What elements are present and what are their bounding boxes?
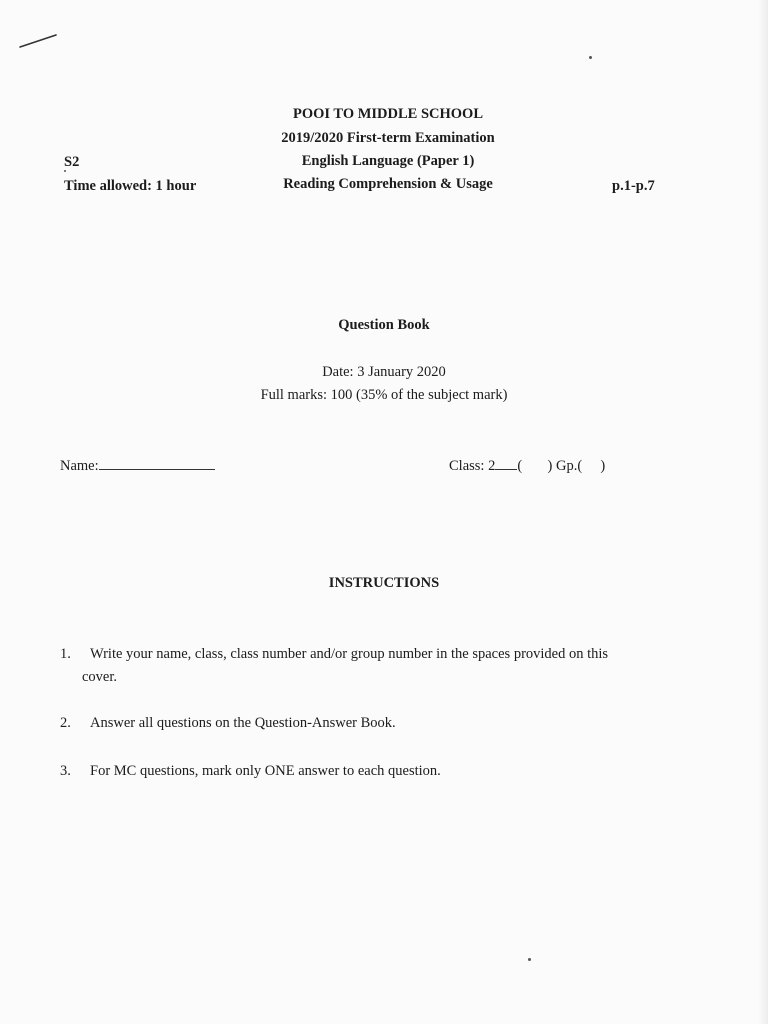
class-label: Class: 2: [449, 458, 496, 474]
pen-stroke-mark: [18, 32, 58, 50]
instruction-number: 3.: [60, 763, 71, 779]
time-allowed: Time allowed: 1 hour: [64, 178, 197, 194]
name-label: Name:: [60, 458, 99, 474]
instruction-text-continued: cover.: [82, 669, 118, 685]
name-field[interactable]: [60, 457, 215, 475]
instruction-number: 1.: [60, 646, 71, 662]
instruction-item: [60, 643, 686, 689]
form-level: S2: [64, 154, 80, 170]
name-blank[interactable]: [99, 457, 215, 470]
page-range: p.1-p.7: [612, 178, 655, 194]
class-blank[interactable]: [495, 457, 517, 470]
instruction-text: Answer all questions on the Question-Answer Book.: [90, 715, 396, 731]
instruction-item: [60, 760, 686, 783]
full-marks: Full marks: 100 (35% of the subject mark): [260, 387, 508, 403]
class-number-open: (: [517, 458, 523, 474]
instructions-heading: INSTRUCTIONS: [328, 575, 440, 591]
group-label: ) Gp.(: [547, 458, 583, 474]
instruction-number: 2.: [60, 715, 71, 731]
book-title: Question Book: [338, 317, 430, 333]
instruction-item: [60, 712, 686, 735]
instruction-text: For MC questions, mark only ONE answer to each question.: [90, 763, 441, 779]
instruction-text: Write your name, class, class number and/or group number in the spaces provided on this: [90, 646, 609, 662]
subject-title: English Language (Paper 1): [301, 153, 475, 169]
exam-date: Date: 3 January 2020: [322, 364, 446, 380]
scan-speck: [528, 958, 531, 961]
page-edge-shadow: [758, 0, 768, 1024]
class-field[interactable]: [449, 457, 605, 475]
exam-title: 2019/2020 First-term Examination: [281, 130, 495, 146]
school-name: POOI TO MIDDLE SCHOOL: [292, 106, 483, 122]
paper-title: Reading Comprehension & Usage: [283, 176, 493, 192]
group-close: ): [600, 458, 606, 474]
scan-speck: [589, 56, 592, 59]
